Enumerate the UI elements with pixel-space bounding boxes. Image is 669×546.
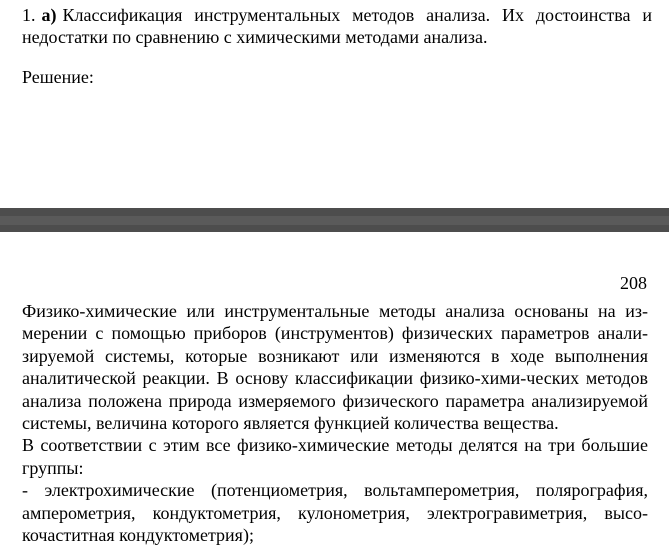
task-statement — [22, 4, 652, 48]
paragraph: Физико-химические или инструментальные методы анализа основаны на измерении с помощью приборов (инструментов) физических параметров анализируемой системы, которые возникают или изменяются в ходе выполнения аналитической реакции. В основу классификации физико-хими-ческих методов анализа положена природа измеряемого физического параметра анализируемой системы, величина которого является функцией количества вещества. — [22, 301, 648, 434]
top-page — [0, 0, 669, 208]
paragraph: В соответствии с этим все физико-химические методы делятся на три большие группы: — [22, 435, 648, 478]
solution-label: Решение: — [22, 67, 94, 87]
body-text — [22, 300, 648, 546]
page-number: 208 — [620, 273, 647, 293]
page-separator — [0, 208, 669, 232]
task-text: Классификация инструментальных методов анализа. Их достоинства и недостатки по сравнению с химическими методами анализа. — [22, 5, 652, 47]
bottom-page — [0, 232, 669, 546]
task-part: а) — [41, 5, 57, 25]
list-item: - электрохимические (потенциометрия, вольтамперометрия, полярография, амперометрия, кондуктометрия, кулонометрия, электрогравиметрия, высокочаститная кондуктометрия); — [22, 480, 648, 546]
page-separator-band — [0, 216, 669, 225]
task-number: 1. — [22, 5, 36, 25]
